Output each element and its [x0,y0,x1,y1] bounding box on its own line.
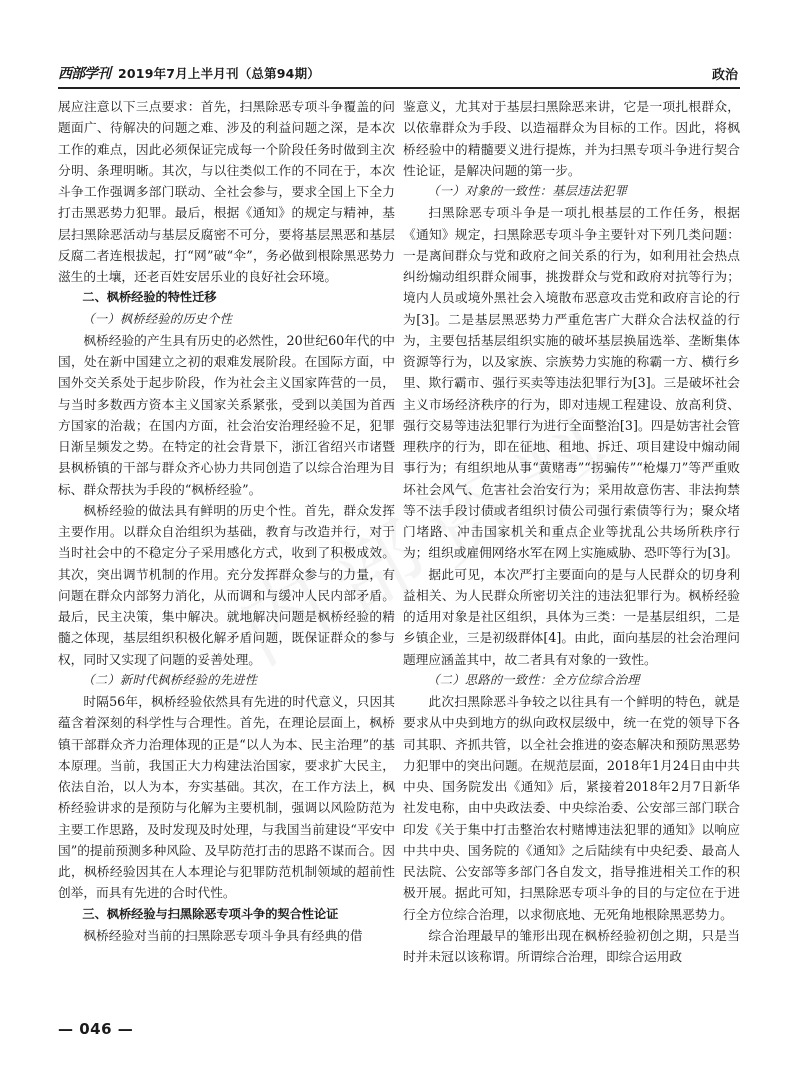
running-header [58,63,740,87]
header-rule [58,87,740,89]
left-section-heading: 三、枫桥经验与扫黑除恶专项斗争的契合性论证 [82,906,339,921]
section-label: 政治 [711,68,738,83]
left-paragraph: 枫桥经验的产生具有历史的必然性，20世纪60年代的中国，处在新中国建立之初的艰难发展阶段。在国际方面，中国外交关系处于起步阶段，作为社会主义国家阵营的一员，与当时多数西方资本主义国家关系紧张，受到以美国为首西方国家的治裁；在国内方面，社会治安治理经验不足，犯罪日渐呈频发之势。在特定的社会背景下，浙江省绍兴市诸暨县枫桥镇的干部与群众齐心协力共同创造了以综合治理为目标、群众帮扶为手段的“枫桥经验”。 [58,332,395,497]
right-subsection-heading: （一）对象的一致性：基层违法犯罪 [427,184,628,198]
page-number: — 046 — [58,1020,134,1038]
right-column [403,96,740,967]
right-paragraph: 扫黑除恶专项斗争是一项扎根基层的工作任务，根据《通知》规定，扫黑除恶专项斗争主要针对下列几类问题：一是离间群众与党和政府之间关系的行为，如利用社会热点纠纷煽动组织群众闹事，挑拨群众与党和政府对抗等行为；境内人员或境外黑社会入境散布恶意攻击党和政府言论的行为[3]。二是基层黑恶势力严重危害广大群众合法权益的行为，主要包括基层组织实施的破坏基层换届选举、垄断集体资源等行为，以及家族、宗族势力实施的称霸一方、横行乡里、欺行霸市、强行买卖等违法犯罪行为[3]。三是破坏社会主义市场经济秩序的行为，即对违规工程建设、放高利贷、强行交易等违法犯罪行为进行全面整治[3]。四是妨害社会管理秩序的行为，即在征地、租地、拆迁、项目建设中煽动闹事行为；有组织地从事“黄赌毒”“拐骗传”“枪爆刀”等严重败坏社会风气、危害社会治安行为；采用故意伤害、非法拘禁等不法手段讨债或者组织讨债公司强行索债等行为；聚众堵门堵路、冲击国家机关和重点企业等扰乱公共场所秩序行为；组织或雇佣网络水军在网上实施威胁、恐吓等行为[3]。 [403,205,740,561]
left-paragraph: 枫桥经验的做法具有鲜明的历史个性。首先，群众发挥主要作用。以群众自治组织为基础，教育与改造并行，对于当时社会中的不稳定分子采用感化方式，收到了积极成效。其次，突出调节机制的作用。充分发挥群众参与的力量，有问题在群众内部努力消化，从而调和与缓冲人民内部矛盾。最后，民主决策，集中解决。就地解决问题是枫桥经验的精髓之体现，基层组织积极化解矛盾问题，既保证群众的参与权，同时又实现了问题的妥善处理。 [58,502,395,667]
left-section-heading: 二、枫桥经验的特性迁移 [82,290,217,305]
right-paragraph: 鉴意义，尤其对于基层扫黑除恶来讲，它是一项扎根群众，以依靠群众为手段、以造福群众为目标的工作。因此，将枫桥经验中的精髓要义进行提炼，并为扫黑专项斗争进行契合性论证，是解决问题的第一步。 [403,99,740,178]
left-paragraph: 时隔56年，枫桥经验依然具有先进的时代意义，只因其蕴含着深刻的科学性与合理性。首先，在理论层面上，枫桥镇干部群众齐力治理体现的正是“以人为本、民主治理”的基本原理。当前，我国正大力构建法治国家，要求扩大民主，依法自治，以人为本，夯实基础。其次，在工作方法上，枫桥经验讲求的是预防与化解为主要机制，强调以风险防范为主要工作思路，及时发现及时处理，与我国当前建设“平安中国”的提前预测多种风险、及早防范打击的思路不谋而合。因此，枫桥经验因其在人本理论与犯罪防范机制领域的超前性创举，而具有先进的合时代性。 [58,694,395,901]
left-column [58,96,395,946]
left-paragraph: 枫桥经验对当前的扫黑除恶专项斗争具有经典的借 [83,927,363,943]
right-paragraph: 综合治理最早的雏形出现在枫桥经验初创之期，只是当时并未冠以该称谓。所谓综合治理，即综合运用政 [403,927,740,964]
right-subsection-heading: （二）思路的一致性：全方位综合治理 [427,672,640,687]
journal-logo: 西部学刊 [58,66,110,82]
left-paragraph: 展应注意以下三点要求：首先，扫黑除恶专项斗争覆盖的问题面广、待解决的问题之难、涉及的利益问题之深，是本次工作的难点，因此必须保证完成每一个阶段任务时做到主次分明、条理明晰。其次，与以往类似工作的不同在于，本次斗争工作强调多部门联动、全社会参与，要求全国上下全力打击黑恶势力犯罪。最后，根据《通知》的规定与精神，基层扫黑除恶活动与基层反腐密不可分，要将基层黑恶和基层反腐二者连根拔起，打“网”破“伞”，务必做到根除黑恶势力滋生的土壤，还老百姓安居乐业的良好社会环境。 [58,99,395,284]
right-paragraph: 据此可见，本次严打主要面向的是与人民群众的切身利益相关、为人民群众所密切关注的违法犯罪行为。枫桥经验的适用对象是社区组织，具体为三类：一是基层组织，二是乡镇企业，三是初级群体[4]。由此，面向基层的社会治理问题理应涵盖其中，故二者具有对象的一致性。 [403,566,740,667]
right-paragraph: 此次扫黑除恶斗争较之以往具有一个鲜明的特色，就是要求从中央到地方的纵向政权层级中，统一在党的领导下各司其职、齐抓共管，以全社会推进的姿态解决和预防黑恶势力犯罪中的突出问题。在规范层面，2018年1月24日由中共中央、国务院发出《通知》后，紧接着2018年2月7日新华社发电称，由中央政法委、中央综治委、公安部三部门联合印发《关于集中打击整治农村赌博违法犯罪的通知》以响应中共中央、国务院的《通知》之后陆续有中央纪委、最高人民法院、公安部等多部门各自发文，指导推进相关工作的积极开展。据此可知，扫黑除恶专项斗争的目的与定位在于进行全方位综合治理，以求彻底地、无死角地根除黑恶势力。 [403,694,740,922]
left-subsection-heading: （一）枫桥经验的历史个性 [82,311,233,326]
issue-info: 2019年7月上半月刊（总第94期） [118,66,320,81]
left-subsection-heading: （二）新时代枫桥经验的先进性 [82,672,258,687]
